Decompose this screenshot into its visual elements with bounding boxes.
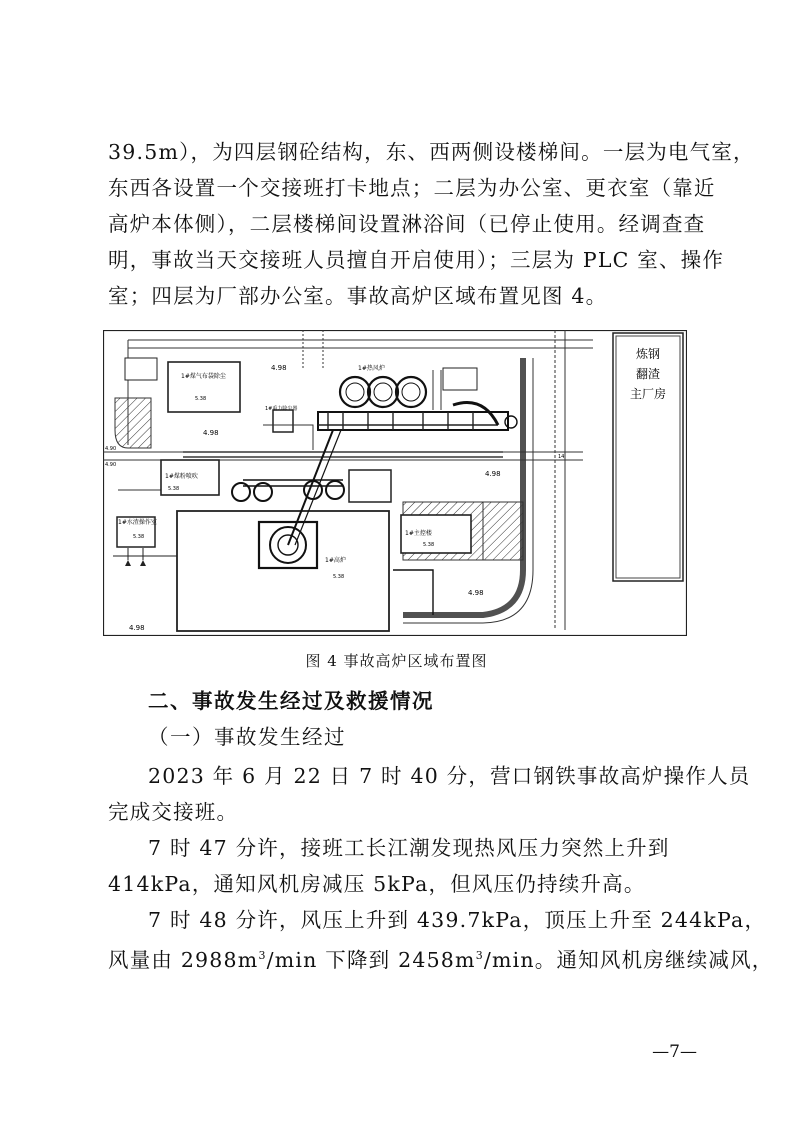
elevation-label: 4.90 bbox=[105, 446, 117, 452]
text-line: 完成交接班。 bbox=[108, 800, 239, 824]
elevation-label: 4.98 bbox=[468, 589, 484, 597]
elevation-label: 5.38 bbox=[168, 486, 180, 492]
label-gas-dust: 1#煤气布袋除尘 bbox=[181, 373, 226, 380]
body-paragraph bbox=[108, 830, 692, 902]
elevation-label: 4.98 bbox=[485, 470, 501, 478]
text-line: 39.5m），为四层钢砼结构，东、西两侧设楼梯间。一层为电气室， bbox=[108, 140, 755, 164]
section-title: 二、事故发生经过及救援情况 bbox=[148, 689, 434, 713]
label-slag-room: 1#水渣操作室 bbox=[118, 519, 157, 526]
text-line: 7 时 48 分许，风压上升到 439.7kPa，顶压上升至 244kPa， bbox=[148, 908, 767, 932]
text-line: 风量由 $2988m^3/\min$ 下降到 $2458m^3/\min$。通知风机房继续减风， bbox=[108, 947, 774, 972]
label-steel: 炼钢 bbox=[635, 347, 661, 361]
grid-label: 14 bbox=[558, 454, 565, 460]
text-line: 2023 年 6 月 22 日 7 时 40 分，营口钢铁事故高炉操作人员 bbox=[148, 764, 751, 788]
elevation-label: 5.38 bbox=[133, 534, 145, 540]
body-paragraph bbox=[108, 902, 774, 978]
label-main-building: 主厂房 bbox=[629, 387, 667, 401]
elevation-label: 4.90 bbox=[105, 462, 117, 468]
figure-caption: 图 4 事故高炉区域布置图 bbox=[305, 652, 488, 670]
label-coal-injection: 1#煤粉喷吹 bbox=[165, 473, 198, 480]
text-line: 室；四层为厂部办公室。事故高炉区域布置见图 4。 bbox=[108, 284, 608, 308]
gas-dust-removal-building bbox=[168, 362, 240, 412]
elevation-label: 4.98 bbox=[203, 429, 219, 437]
site-plan-figure bbox=[103, 330, 687, 636]
elevation-label: 5.38 bbox=[333, 574, 345, 580]
elevation-label: 5.38 bbox=[423, 542, 435, 548]
elevation-label: 4.98 bbox=[129, 624, 145, 632]
label-control-building: 1#主控楼 bbox=[405, 530, 432, 537]
blast-furnace-building bbox=[177, 511, 389, 631]
text-line: 414kPa，通知风机房减压 5kPa，但风压仍持续升高。 bbox=[108, 872, 646, 896]
text-line: 明，事故当天交接班人员擅自开启使用）；三层为 PLC 室、操作 bbox=[108, 248, 725, 272]
label-hot-stove: 1#热风炉 bbox=[358, 365, 385, 372]
elevation-label: 5.38 bbox=[195, 396, 207, 402]
elevation-label: 4.98 bbox=[271, 364, 287, 372]
text-line: 东西各设置一个交接班打卡地点；二层为办公室、更衣室（靠近 bbox=[108, 176, 716, 200]
subsection-title: （一）事故发生经过 bbox=[148, 725, 346, 749]
label-blast-furnace: 1#高炉 bbox=[325, 557, 346, 564]
body-paragraph-top bbox=[108, 134, 755, 314]
body-paragraph bbox=[108, 758, 751, 830]
label-slag: 翻渣 bbox=[635, 367, 661, 381]
text-line: 7 时 47 分许，接班工长江潮发现热风压力突然上升到 bbox=[148, 836, 670, 860]
page-number: —7— bbox=[652, 1042, 697, 1062]
text-line: 高炉本体侧），二层楼梯间设置淋浴间（已停止使用。经调查查 bbox=[108, 212, 706, 236]
label-gravity-separator: 1#重力除尘器 bbox=[265, 406, 298, 412]
